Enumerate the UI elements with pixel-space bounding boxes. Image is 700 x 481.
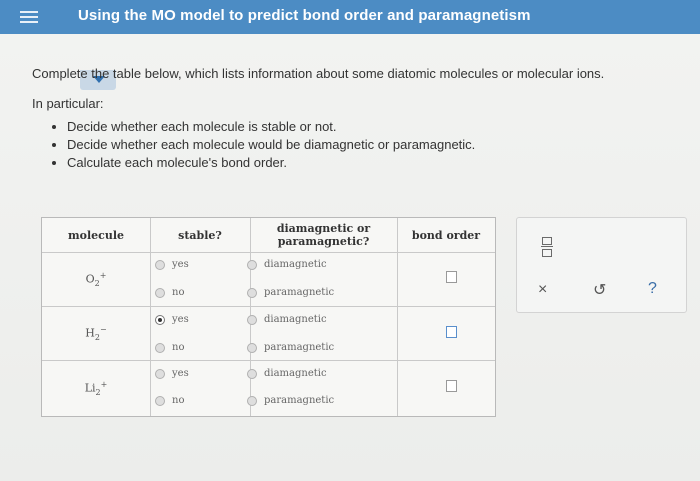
header-bond-order: bond order [411, 228, 481, 242]
option-label: paramagnetic [264, 395, 335, 406]
diamagnetic-option[interactable] [247, 368, 327, 379]
task-list [53, 116, 475, 170]
radio-button[interactable] [155, 260, 165, 270]
stable-yes-option[interactable] [155, 314, 189, 325]
radio-button[interactable] [247, 369, 257, 379]
radio-button[interactable] [155, 288, 165, 298]
diamagnetic-option[interactable] [247, 314, 327, 325]
instructions-subheading: In particular: [32, 96, 104, 111]
molecule-charge: + [100, 380, 108, 389]
bond-order-input[interactable] [446, 380, 457, 392]
header-magnetic-line1: diamagnetic or [276, 222, 371, 235]
molecule-symbol: H [85, 326, 95, 340]
radio-button[interactable] [247, 288, 257, 298]
stable-no-option[interactable] [155, 287, 184, 298]
option-label: yes [172, 259, 189, 270]
fraction-icon[interactable] [542, 237, 552, 257]
molecule-cell [42, 380, 150, 397]
bond-order-input[interactable] [446, 326, 457, 338]
diamagnetic-option[interactable] [247, 259, 327, 270]
help-button[interactable]: ? [648, 280, 657, 297]
radio-button[interactable] [155, 369, 165, 379]
stable-yes-option[interactable] [155, 368, 189, 379]
stable-no-option[interactable] [155, 395, 184, 406]
option-label: paramagnetic [264, 342, 335, 353]
task-item: • Decide whether each molecule would be diamagnetic or paramagnetic. [67, 137, 475, 152]
molecule-subscript: 2 [95, 387, 101, 397]
radio-button[interactable] [155, 343, 165, 353]
header-magnetic-line2: paramagnetic? [277, 235, 370, 248]
header-stable: stable? [178, 228, 222, 242]
molecule-symbol: O [85, 272, 95, 286]
radio-button-selected[interactable] [155, 315, 165, 325]
molecule-cell [42, 271, 150, 288]
paramagnetic-option[interactable] [247, 342, 334, 353]
paramagnetic-option[interactable] [247, 287, 334, 298]
stable-no-option[interactable] [155, 342, 184, 353]
menu-icon[interactable] [20, 8, 38, 26]
molecule-symbol: Li [84, 381, 96, 395]
task-item: • Decide whether each molecule is stable or not. [67, 119, 475, 134]
option-label: yes [172, 368, 189, 379]
clear-button[interactable]: × [538, 281, 548, 298]
molecule-table [41, 217, 496, 417]
radio-button[interactable] [155, 396, 165, 406]
paramagnetic-option[interactable] [247, 395, 334, 406]
page-title: Using the MO model to predict bond order and paramagnetism [78, 7, 531, 24]
header-magnetic [250, 218, 397, 252]
undo-button[interactable]: ↺ [593, 282, 607, 299]
instructions-intro: Complete the table below, which lists information about some diatomic molecules or molecular ions. [32, 66, 605, 81]
radio-button[interactable] [247, 315, 257, 325]
radio-button[interactable] [247, 343, 257, 353]
option-label: no [172, 395, 185, 406]
option-label: diamagnetic [264, 259, 327, 270]
bond-order-input[interactable] [446, 271, 457, 283]
radio-button[interactable] [247, 396, 257, 406]
molecule-charge: + [99, 271, 107, 280]
molecule-subscript: 2 [94, 278, 100, 288]
molecule-cell [42, 325, 150, 342]
molecule-charge: − [99, 325, 107, 334]
option-label: no [172, 342, 185, 353]
molecule-subscript: 2 [94, 332, 100, 342]
header-molecule: molecule [67, 228, 125, 242]
option-label: paramagnetic [264, 287, 335, 298]
option-label: diamagnetic [264, 368, 327, 379]
task-item: • Calculate each molecule's bond order. [67, 155, 475, 170]
option-label: diamagnetic [264, 314, 327, 325]
radio-button[interactable] [247, 260, 257, 270]
answer-tools-panel [516, 217, 687, 313]
option-label: no [172, 287, 185, 298]
header-bar [0, 0, 700, 34]
stable-yes-option[interactable] [155, 259, 189, 270]
option-label: yes [172, 314, 189, 325]
